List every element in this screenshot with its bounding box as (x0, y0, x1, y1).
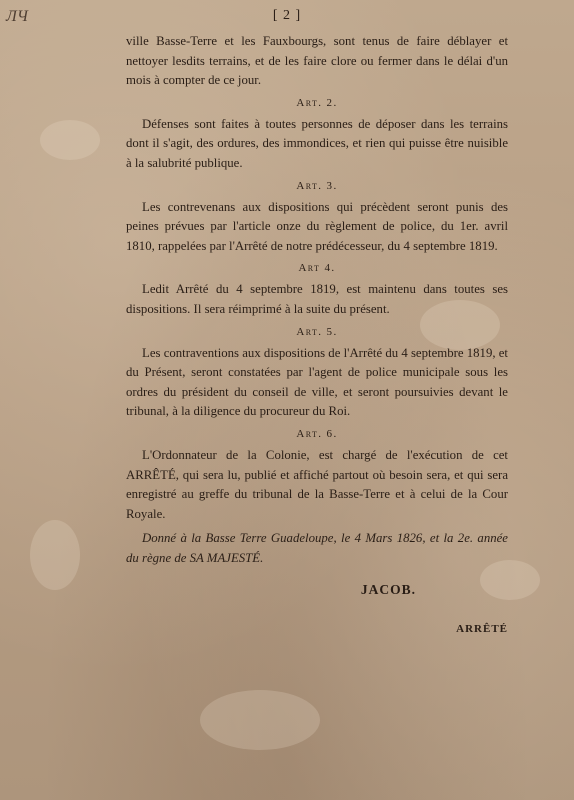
article-6-text: L'Ordonnateur de la Colonie, est chargé de l'exécution de cet ARRÊTÉ, qui sera lu, publié et affiché partout où besoin sera, et qui sera enregistré au greffe du tribunal de la Basse-Terre et à celui de la Cour Royale. (126, 447, 508, 521)
article-heading-4: Art 4. (298, 262, 336, 275)
article-2-text: Défenses sont faites à toutes personnes de déposer dans les terrains dont il s'agit, des ordures, des immondices, et rien qui puisse être nuisible à la salubrité publique. (126, 116, 508, 170)
paper-stain (200, 690, 320, 750)
article-heading-5: Art. 5. (296, 325, 338, 338)
paper-stain (30, 520, 80, 590)
article-3-text: Les contrevenans aux dispositions qui précèdent seront punis des peines prévues par l'article onze du règlement de police, du 1er. avril 1810, rappelées par l'Arrêté de notre prédécesseur, du 4 septembre 1819. (126, 199, 508, 253)
article-5-text: Les contraventions aux dispositions de l'Arrêté du 4 septembre 1819, et du Présent, seront constatées par l'agent de police municipale sous les ordres du président du conseil de ville, et seront poursuivies devant le tribunal, à la diligence du procureur du Roi. (126, 345, 508, 419)
signature: JACOB. (360, 582, 416, 598)
article-heading-2: Art. 2. (296, 96, 338, 109)
document-body (126, 32, 508, 640)
paper-stain (40, 120, 100, 160)
article-4-text: Ledit Arrêté du 4 septembre 1819, est maintenu dans toutes ses dispositions. Il sera réimprimé à la suite du présent. (126, 282, 508, 316)
article-heading-6: Art. 6. (296, 427, 338, 440)
paragraph-continuation: ville Basse-Terre et les Fauxbourgs, sont tenus de faire déblayer et nettoyer lesdits terrains, et de les faire clore ou fermer dans le délai d'un mois à compter de ce jour. (126, 34, 508, 88)
article-heading-3: Art. 3. (296, 179, 338, 192)
catchword: ARRÊTÉ (456, 623, 508, 636)
margin-handwritten-mark: ЛЧ (6, 8, 28, 25)
page-number: [ 2 ] (272, 8, 302, 23)
dateline: Donné à la Basse Terre Guadeloupe, le 4 Mars 1826, et la 2e. année du règne de SA MAJESTÉ. (126, 531, 508, 565)
